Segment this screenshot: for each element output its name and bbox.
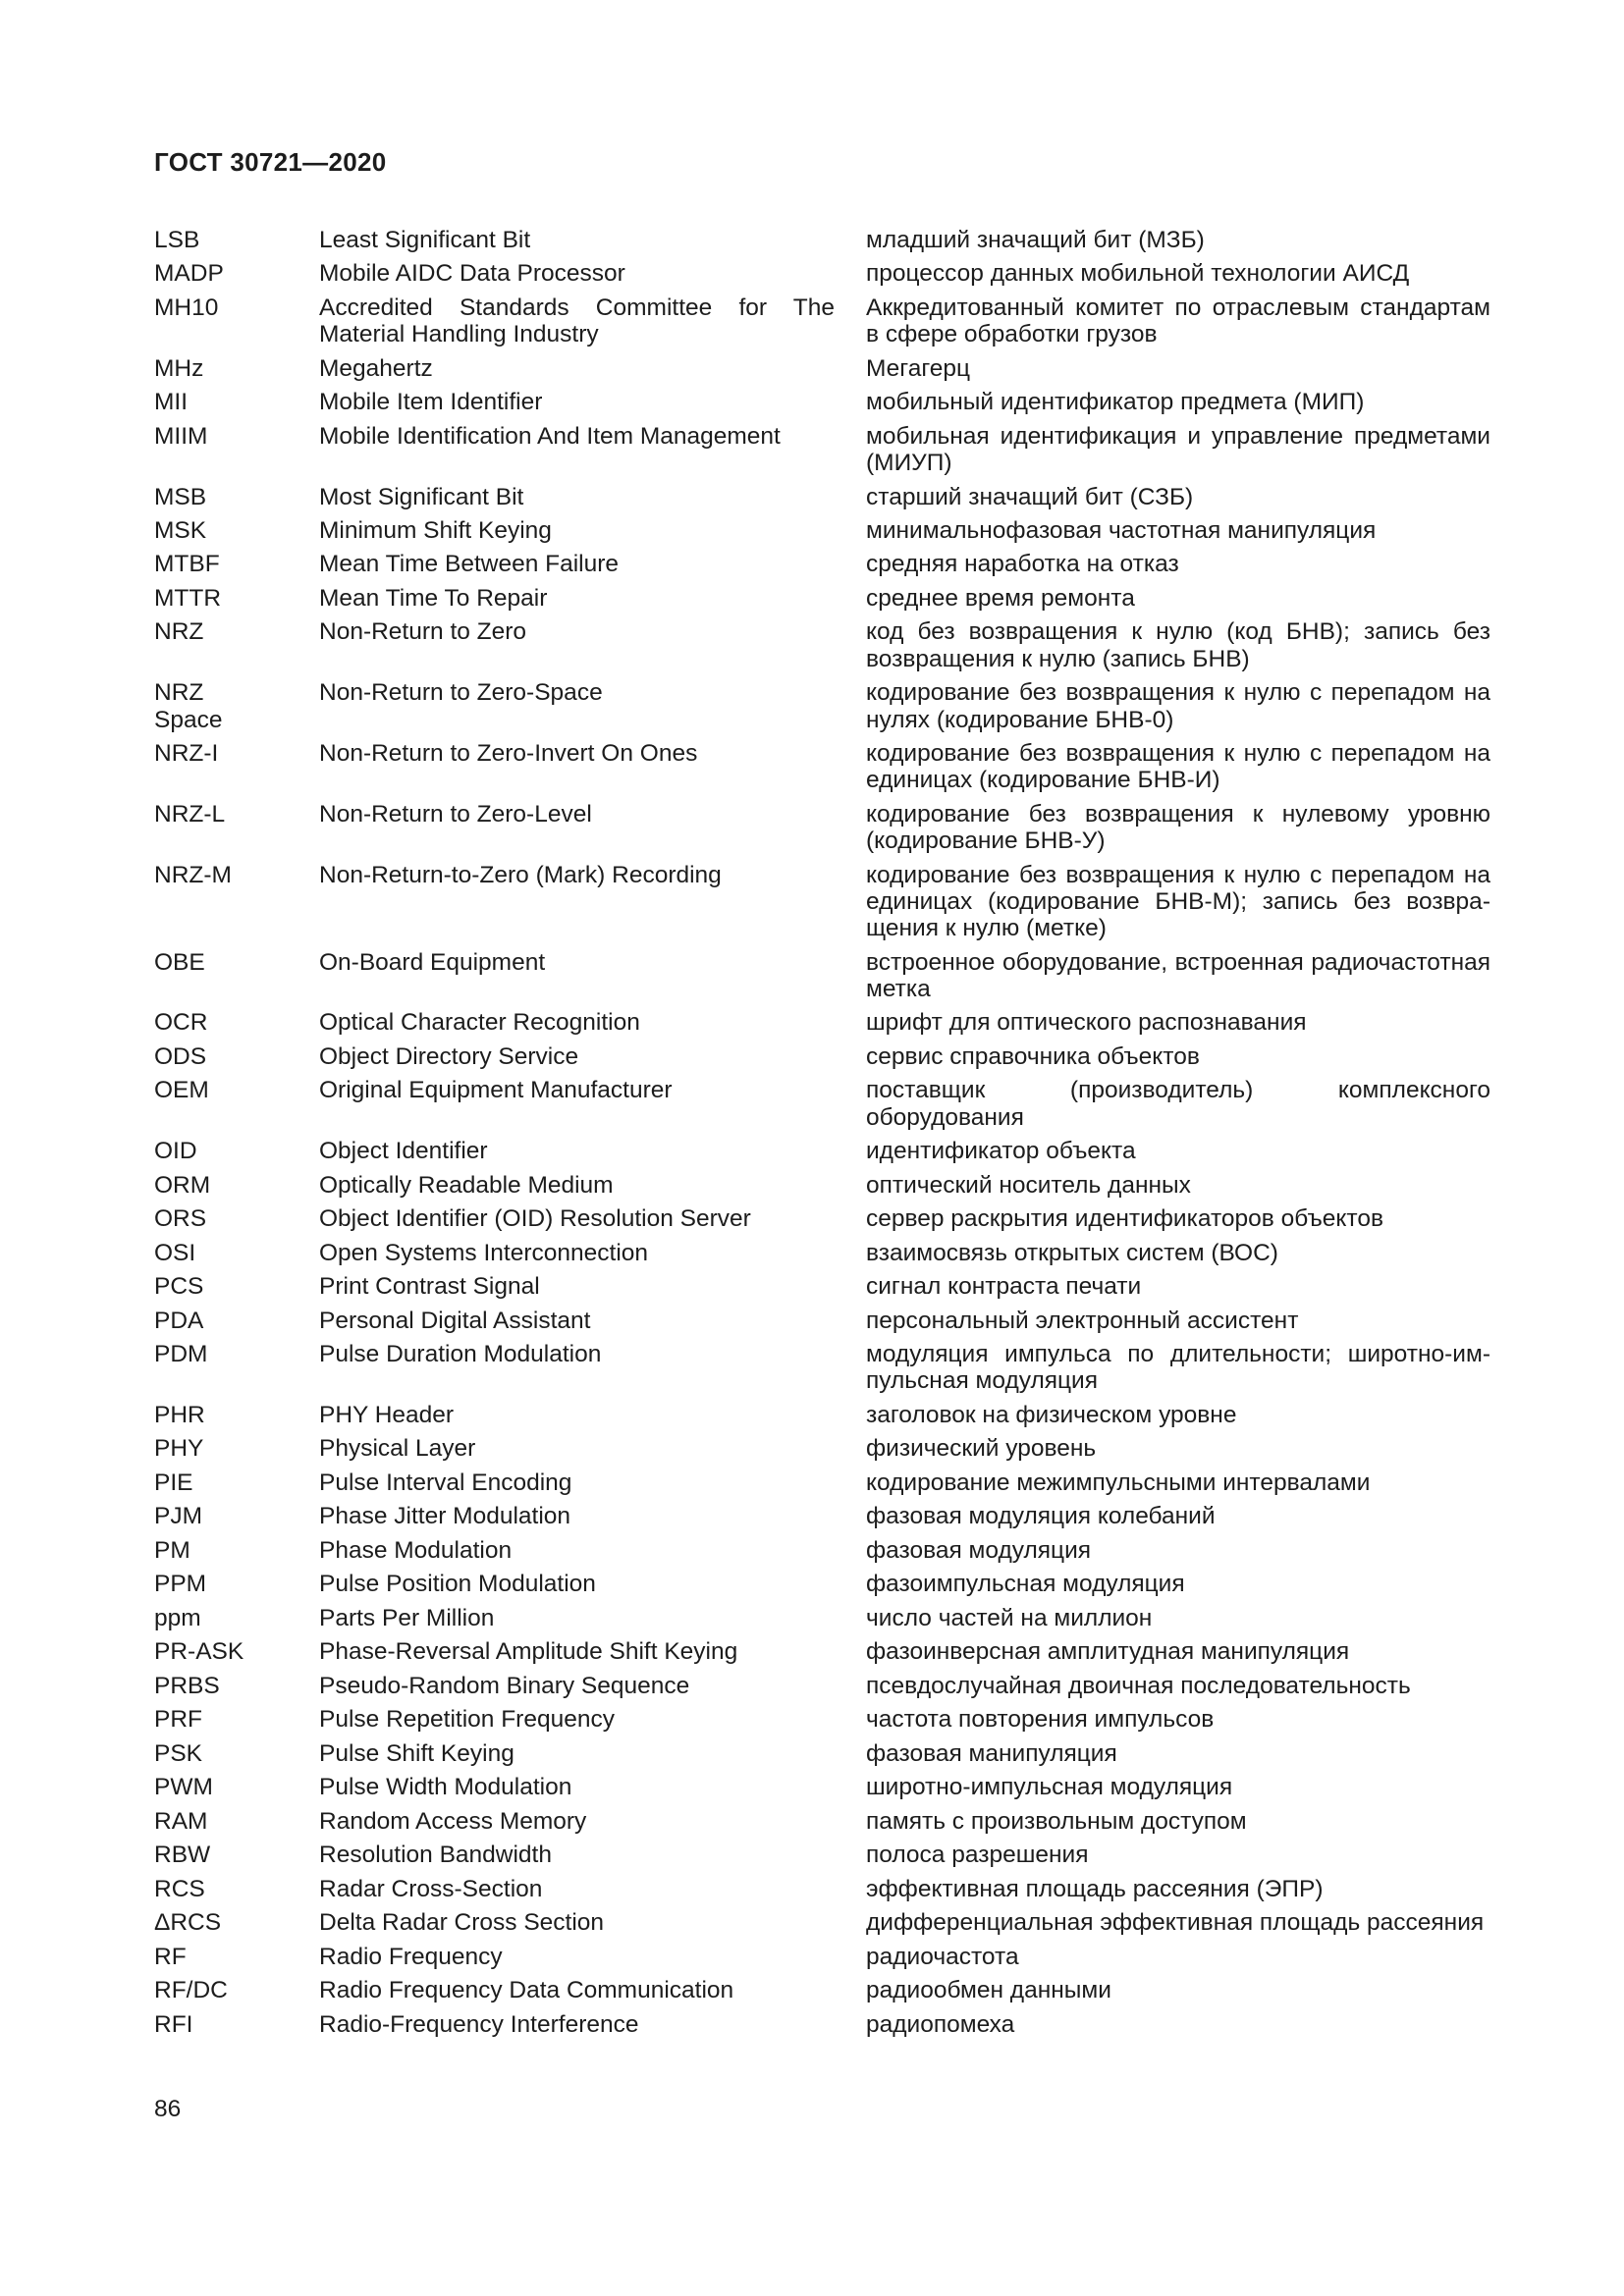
- abbreviation-cell: MADP: [154, 260, 224, 288]
- abbreviation-cell: NRZ: [154, 618, 204, 646]
- english-term-cell: Least Significant Bit: [319, 227, 531, 253]
- table-row: [154, 1740, 1489, 1767]
- table-row: [154, 1537, 1489, 1564]
- table-row: [154, 1774, 1489, 1800]
- english-term-cell: Optically Readable Medium: [319, 1171, 614, 1199]
- abbreviation-cell: MSB: [154, 483, 207, 510]
- russian-term-cell: Мегагерц: [866, 354, 971, 382]
- russian-term-cell: средняя наработка на отказ: [866, 551, 1179, 578]
- english-term-cell: Phase Jitter Modulation: [319, 1503, 571, 1530]
- table-row: [154, 585, 1489, 612]
- table-row: [154, 227, 1489, 253]
- english-term-cell: Accredited Standards Committee for The Material Handling Industry: [319, 294, 835, 348]
- russian-term-cell: заголовок на физическом уровне: [866, 1401, 1237, 1428]
- russian-term-cell: шрифт для оптического распознавания: [866, 1009, 1307, 1037]
- russian-term-cell: кодирование без возвращения к нулю с перепадом на единицах (кодирование БНВ-М); запись без возвращения к нулю (метке): [866, 861, 1490, 942]
- abbreviation-cell: RF: [154, 1943, 187, 1970]
- english-term-cell: Object Directory Service: [319, 1042, 579, 1070]
- table-row: [154, 949, 1489, 1003]
- english-term-cell: Non-Return to Zero-Invert On Ones: [319, 740, 698, 767]
- abbreviation-cell: PWM: [154, 1774, 213, 1801]
- abbreviation-cell: LSB: [154, 227, 200, 253]
- abbreviation-cell: MH10: [154, 294, 219, 321]
- table-row: [154, 618, 1489, 672]
- english-term-cell: PHY Header: [319, 1401, 455, 1428]
- abbreviation-cell: MSK: [154, 516, 207, 544]
- table-row: [154, 801, 1489, 855]
- english-term-cell: Radio-Frequency Interference: [319, 2010, 639, 2038]
- abbreviation-cell: OID: [154, 1138, 197, 1165]
- table-row: [154, 484, 1489, 510]
- russian-term-cell: радиочастота: [866, 1943, 1019, 1970]
- english-term-cell: Phase Modulation: [319, 1536, 513, 1564]
- russian-term-cell: частота повторения импульсов: [866, 1706, 1215, 1734]
- abbreviation-cell: PM: [154, 1536, 190, 1564]
- english-term-cell: Mobile Identification And Item Management: [319, 422, 781, 450]
- english-term-cell: Radar Cross-Section: [319, 1875, 543, 1902]
- english-term-cell: Parts Per Million: [319, 1604, 495, 1631]
- russian-term-cell: физический уровень: [866, 1435, 1097, 1463]
- russian-term-cell: кодирование без возвращения к нулю с перепадом на нулях (кодирование БНВ-0): [866, 679, 1490, 733]
- russian-term-cell: младший значащий бит (МЗБ): [866, 227, 1205, 253]
- russian-term-cell: кодирование межимпульсными интервалами: [866, 1468, 1371, 1496]
- table-row: [154, 1308, 1489, 1334]
- abbreviation-cell: ORM: [154, 1171, 211, 1199]
- english-term-cell: Personal Digital Assistant: [319, 1307, 591, 1334]
- english-term-cell: Radio Frequency Data Communication: [319, 1977, 734, 2004]
- page-number: 86: [154, 2096, 182, 2122]
- table-row: [154, 1503, 1489, 1529]
- english-term-cell: On-Board Equipment: [319, 948, 546, 976]
- table-row: [154, 389, 1489, 415]
- abbreviation-cell: MII: [154, 389, 189, 416]
- english-term-cell: Most Significant Bit: [319, 483, 524, 510]
- abbreviation-cell: OEM: [154, 1077, 209, 1104]
- abbreviation-cell: NRZ Space: [154, 679, 223, 733]
- table-row: [154, 294, 1489, 348]
- russian-term-cell: число частей на миллион: [866, 1604, 1153, 1631]
- english-term-cell: Non-Return-to-Zero (Mark) Recording: [319, 861, 722, 888]
- english-term-cell: Pulse Width Modulation: [319, 1774, 572, 1801]
- english-term-cell: Mean Time Between Failure: [319, 551, 620, 578]
- english-term-cell: Minimum Shift Keying: [319, 516, 552, 544]
- table-row: [154, 1977, 1489, 2003]
- abbreviation-cell: ORS: [154, 1205, 207, 1233]
- table-row: [154, 1077, 1489, 1131]
- russian-term-cell: мобильная идентификация и управление предметами (МИУП): [866, 422, 1490, 477]
- russian-term-cell: среднее время ремонта: [866, 584, 1135, 612]
- table-row: [154, 1571, 1489, 1597]
- russian-term-cell: сервер раскрытия идентификаторов объектов: [866, 1205, 1383, 1233]
- table-row: [154, 1673, 1489, 1699]
- table-row: [154, 1876, 1489, 1902]
- abbreviation-cell: RF/DC: [154, 1977, 228, 2004]
- table-row: [154, 1138, 1489, 1164]
- english-term-cell: Random Access Memory: [319, 1807, 587, 1835]
- english-term-cell: Pulse Duration Modulation: [319, 1341, 602, 1368]
- table-row: [154, 2011, 1489, 2038]
- abbreviation-cell: RCS: [154, 1875, 205, 1902]
- english-term-cell: Non-Return to Zero-Space: [319, 679, 603, 707]
- abbreviation-cell: MTBF: [154, 551, 220, 578]
- abbreviation-cell: PIE: [154, 1468, 193, 1496]
- table-row: [154, 1944, 1489, 1970]
- russian-term-cell: мобильный идентификатор предмета (МИП): [866, 389, 1365, 416]
- table-row: [154, 1341, 1489, 1395]
- table-row: [154, 862, 1489, 942]
- russian-term-cell: псевдослучайная двоичная последовательность: [866, 1672, 1411, 1699]
- abbreviation-cell: PSK: [154, 1739, 203, 1767]
- english-term-cell: Delta Radar Cross Section: [319, 1909, 605, 1937]
- english-term-cell: Object Identifier (OID) Resolution Server: [319, 1205, 751, 1233]
- russian-term-cell: персональный электронный ассистент: [866, 1307, 1299, 1334]
- table-row: [154, 1402, 1489, 1428]
- table-row: [154, 1009, 1489, 1036]
- table-row: [154, 1172, 1489, 1199]
- page-title: ГОСТ 30721—2020: [154, 147, 387, 177]
- table-row: [154, 1435, 1489, 1462]
- english-term-cell: Megahertz: [319, 354, 433, 382]
- english-term-cell: Pulse Interval Encoding: [319, 1468, 572, 1496]
- table-row: [154, 1638, 1489, 1665]
- abbreviation-cell: NRZ-M: [154, 861, 232, 888]
- table-row: [154, 551, 1489, 577]
- abbreviation-cell: ODS: [154, 1042, 207, 1070]
- english-term-cell: Optical Character Recognition: [319, 1009, 640, 1037]
- abbreviation-cell: PDM: [154, 1341, 208, 1368]
- english-term-cell: Original Equipment Manufacturer: [319, 1077, 673, 1104]
- table-row: [154, 1842, 1489, 1868]
- russian-term-cell: радиопомеха: [866, 2010, 1015, 2038]
- russian-term-cell: кодирование без возвращения к нулевому уровню (кодирование БНВ-У): [866, 800, 1490, 855]
- russian-term-cell: радиообмен данными: [866, 1977, 1111, 2004]
- russian-term-cell: код без возвращения к нулю (код БНВ); запись без возвращения к нулю (запись БНВ): [866, 618, 1490, 672]
- abbreviation-cell: OCR: [154, 1009, 208, 1037]
- abbreviation-cell: PR-ASK: [154, 1638, 244, 1666]
- abbreviation-cell: ppm: [154, 1604, 201, 1631]
- abbreviation-cell: PCS: [154, 1273, 204, 1301]
- english-term-cell: Open Systems Interconnection: [319, 1239, 649, 1266]
- abbreviation-cell: RBW: [154, 1842, 211, 1869]
- russian-term-cell: взаимосвязь открытых систем (ВОС): [866, 1239, 1278, 1266]
- english-term-cell: Pulse Repetition Frequency: [319, 1706, 615, 1734]
- table-row: [154, 260, 1489, 287]
- russian-term-cell: фазоимпульсная модуляция: [866, 1571, 1185, 1598]
- abbreviation-cell: MTTR: [154, 584, 222, 612]
- abbreviation-cell: PRF: [154, 1706, 202, 1734]
- english-term-cell: Non-Return to Zero-Level: [319, 800, 592, 828]
- table-row: [154, 1043, 1489, 1070]
- russian-term-cell: дифференциальная эффективная площадь рассеяния: [866, 1909, 1485, 1937]
- table-row: [154, 679, 1489, 733]
- abbreviation-cell: NRZ-L: [154, 800, 226, 828]
- abbreviation-cell: PHR: [154, 1401, 205, 1428]
- russian-term-cell: фазовая модуляция: [866, 1536, 1092, 1564]
- abbreviation-cell: PRBS: [154, 1672, 220, 1699]
- abbreviation-cell: ΔRCS: [154, 1909, 222, 1937]
- russian-term-cell: эффективная площадь рассеяния (ЭПР): [866, 1875, 1324, 1902]
- russian-term-cell: сервис справочника объектов: [866, 1042, 1200, 1070]
- abbreviation-cell: OSI: [154, 1239, 196, 1266]
- russian-term-cell: поставщик (производитель) комплексного оборудования: [866, 1077, 1490, 1131]
- table-row: [154, 517, 1489, 544]
- russian-term-cell: процессор данных мобильной технологии АИСД: [866, 260, 1410, 288]
- russian-term-cell: оптический носитель данных: [866, 1171, 1191, 1199]
- english-term-cell: Radio Frequency: [319, 1943, 503, 1970]
- russian-term-cell: фазовая модуляция колебаний: [866, 1503, 1216, 1530]
- russian-term-cell: встроенное оборудование, встроенная радиочастотная метка: [866, 948, 1490, 1002]
- table-row: [154, 1469, 1489, 1496]
- abbreviation-cell: RFI: [154, 2010, 193, 2038]
- russian-term-cell: фазовая манипуляция: [866, 1739, 1117, 1767]
- table-row: [154, 1240, 1489, 1266]
- russian-term-cell: полоса разрешения: [866, 1842, 1089, 1869]
- english-term-cell: Pulse Position Modulation: [319, 1571, 596, 1598]
- abbreviation-cell: OBE: [154, 948, 205, 976]
- abbreviation-cell: PDA: [154, 1307, 204, 1334]
- russian-term-cell: минимальнофазовая частотная манипуляция: [866, 516, 1377, 544]
- english-term-cell: Non-Return to Zero: [319, 618, 527, 646]
- table-row: [154, 740, 1489, 794]
- abbreviation-cell: PPM: [154, 1571, 207, 1598]
- english-term-cell: Mobile AIDC Data Processor: [319, 260, 625, 288]
- table-row: [154, 355, 1489, 382]
- abbreviation-cell: PJM: [154, 1503, 202, 1530]
- abbreviation-cell: RAM: [154, 1807, 208, 1835]
- english-term-cell: Mean Time To Repair: [319, 584, 548, 612]
- russian-term-cell: память с произвольным доступом: [866, 1807, 1247, 1835]
- russian-term-cell: широтно-импульсная модуляция: [866, 1774, 1233, 1801]
- russian-term-cell: Аккредитованный комитет по отраслевым стандартам в сфере обработки грузов: [866, 294, 1490, 348]
- english-term-cell: Object Identifier: [319, 1138, 488, 1165]
- abbreviation-cell: MIIM: [154, 422, 208, 450]
- english-term-cell: Phase-Reversal Amplitude Shift Keying: [319, 1638, 738, 1666]
- russian-term-cell: сигнал контраста печати: [866, 1273, 1142, 1301]
- table-row: [154, 423, 1489, 477]
- english-term-cell: Mobile Item Identifier: [319, 389, 543, 416]
- table-row: [154, 1605, 1489, 1631]
- english-term-cell: Print Contrast Signal: [319, 1273, 540, 1301]
- table-row: [154, 1205, 1489, 1232]
- table-row: [154, 1706, 1489, 1733]
- table-row: [154, 1273, 1489, 1300]
- table-row: [154, 1808, 1489, 1835]
- english-term-cell: Pulse Shift Keying: [319, 1739, 514, 1767]
- abbreviation-table: [154, 227, 1489, 2045]
- russian-term-cell: старший значащий бит (СЗБ): [866, 483, 1194, 510]
- russian-term-cell: модуляция импульса по длительности; широтно-импульсная модуляция: [866, 1341, 1490, 1395]
- russian-term-cell: кодирование без возвращения к нулю с перепадом на единицах (кодирование БНВ-И): [866, 740, 1490, 794]
- table-row: [154, 1909, 1489, 1936]
- english-term-cell: Physical Layer: [319, 1435, 476, 1463]
- english-term-cell: Resolution Bandwidth: [319, 1842, 552, 1869]
- abbreviation-cell: MHz: [154, 354, 204, 382]
- english-term-cell: Pseudo-Random Binary Sequence: [319, 1672, 690, 1699]
- abbreviation-cell: PHY: [154, 1435, 204, 1463]
- russian-term-cell: идентификатор объекта: [866, 1138, 1136, 1165]
- abbreviation-cell: NRZ-I: [154, 740, 219, 767]
- russian-term-cell: фазоинверсная амплитудная манипуляция: [866, 1638, 1350, 1666]
